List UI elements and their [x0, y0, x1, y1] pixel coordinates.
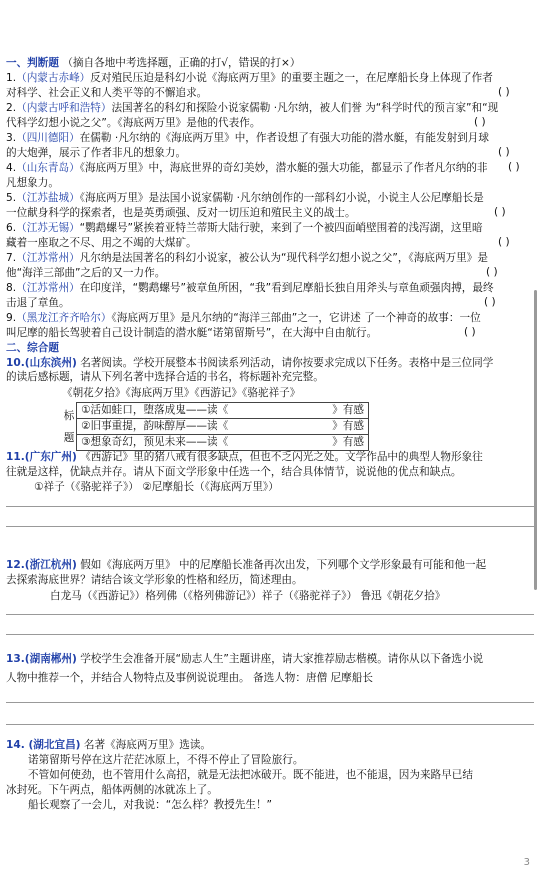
question-number: 7.: [6, 252, 17, 264]
question-item-line2: 的大炮弹，展示了作者非凡的想象力。: [6, 147, 187, 159]
question-item-line1: [6, 161, 488, 176]
section1-title: 一、判断题: [6, 57, 59, 69]
question-number: 1.: [6, 72, 17, 84]
question-item-line2: 代科学幻想小说之父”。《海底两万里》是他的代表作。: [6, 117, 261, 129]
table-head-text: [62, 405, 76, 449]
answer-bracket[interactable]: ( ): [494, 206, 506, 218]
answer-line[interactable]: [6, 634, 534, 635]
q11-line1: 11.(广东广州) 《西游记》里的猪八戒有很多缺点，但也不乏闪光之处。文学作品中的典型人物形象往: [6, 451, 483, 463]
table-row: ①活如蛙口，堕落成鬼——读《 》有感: [77, 403, 369, 419]
answer-bracket[interactable]: ( ): [464, 326, 476, 338]
q11-label: 11.(广东广州): [6, 451, 77, 463]
table-head-char: 题: [63, 431, 75, 444]
question-number: 8.: [6, 282, 17, 294]
question-text: 《海底两万里》是法国小说家儒勒 ·凡尔纳创作的一部科幻小说，小说主人公尼摩船长是: [79, 192, 484, 204]
question-number: 6.: [6, 222, 17, 234]
question-text: 《海底两万里》中，海底世界的奇幻美妙，潜水艇的强大功能，都显示了作者凡尔纳的非: [79, 162, 488, 174]
question-source: （内蒙古呼和浩特）: [16, 102, 112, 114]
q11-line2: 往就是这样，优缺点并存。请从下面文学形象中任选一个，结合具体情节，说说他的优点和缺点。: [6, 466, 462, 478]
q14-paragraph3: 船长观察了一会儿，对我说：“怎么样？教授先生！”: [28, 799, 273, 811]
answer-bracket[interactable]: ( ): [474, 116, 486, 128]
table-row: ③想象奇幻，预见未来——读《 》有感: [77, 435, 369, 451]
q10-label: 10.(山东滨州): [6, 357, 77, 369]
answer-bracket[interactable]: ( ): [498, 86, 510, 98]
question-item-line1: [6, 101, 498, 116]
question-item-line1: [6, 71, 493, 86]
question-text: 在儒勒 ·凡尔纳的《海底两万里》中，作者设想了有强大功能的潜水艇，有能发射到月球: [79, 132, 489, 144]
q10-line1: 10.(山东滨州) 名著阅读。学校开展整本书阅读系列活动，请你按要求完成以下任务。表格中是三位同学: [6, 357, 494, 369]
section2-title: 二、综合题: [6, 342, 59, 354]
question-item-line2: 击退了章鱼。: [6, 297, 70, 309]
question-item-line1: [6, 221, 483, 236]
question-text: 凡尔纳是法国著名的科幻小说家，被公认为“现代科学幻想小说之父”，《海底两万里》是: [79, 252, 488, 264]
q12-line2: 去探索海底世界？请结合该文学形象的性格和经历，简述理由。: [6, 574, 303, 586]
question-item-line1: [6, 251, 488, 266]
q10-title-table: [62, 402, 369, 451]
q13-line2: 人物中推荐一个，并结合人物特点及事例说说理由。 备选人物：唐僧 尼摩船长: [6, 672, 373, 684]
table-row: ②旧事重提，韵味醇厚——读《 》有感: [77, 419, 369, 435]
question-source: （黑龙江齐齐哈尔）: [16, 312, 112, 324]
answer-line[interactable]: [6, 526, 534, 527]
question-text: “鹦鹉螺号”紧挨着亚特兰蒂斯大陆行驶，来到了一个被四面峭壁围着的浅泻湖，这里暗: [79, 222, 483, 234]
table-head: [62, 403, 77, 451]
q12-label: 12.(浙江杭州): [6, 559, 77, 571]
question-text: 法国著名的科幻和探险小说家儒勒 ·凡尔纳，被人们誉 为“科学时代的预言家”和“现: [111, 102, 499, 114]
q13-label: 13.(湖南郴州): [6, 653, 77, 665]
question-item-line2: 藏着一座取之不尽、用之不竭的大煤矿。: [6, 237, 197, 249]
question-item-line1: [6, 131, 489, 146]
q14-paragraph2: 不管如何使劲，也不管用什么高招，就是无法把冰破开。既不能进，也不能退，因为来路早已结: [28, 769, 473, 781]
answer-line[interactable]: [6, 614, 534, 615]
q14-paragraph2-cont: 冰封死。下午两点，船体两侧的冰就冻上了。: [6, 784, 218, 796]
section1-header: [6, 56, 300, 71]
question-item-line2: 他“海洋三部曲”之后的又一力作。: [6, 267, 166, 279]
question-item-line2: 对科学、社会正义和人类平等的不懈追求。: [6, 87, 208, 99]
question-text: 《海底两万里》是凡尔纳的“海洋三部曲”之一，它讲述 了一个神奇的故事：一位: [111, 312, 481, 324]
question-source: （四川德阳）: [16, 132, 80, 144]
q14-line1: 14. (湖北宜昌) 名著《海底两万里》选读。: [6, 739, 212, 751]
answer-line[interactable]: [6, 702, 534, 703]
q12-options: 白龙马（《西游记》）格列佛（《格列佛游记》）祥子（《骆驼祥子》） 鲁迅《朝花夕拾》: [50, 590, 446, 602]
question-number: 2.: [6, 102, 17, 114]
q12-line1: 12.(浙江杭州) 假如《海底两万里》 中的尼摩船长准备再次出发，下列哪个文学形象最有可能和他一起: [6, 559, 487, 571]
question-item-line2: 叫尼摩的船长驾驶着自己设计制造的潜水艇“诺第留斯号”，在大海中自由航行。: [6, 327, 378, 339]
question-item-line1: [6, 281, 494, 296]
question-source: （江苏常州）: [16, 282, 80, 294]
q14-paragraph1: 诺第留斯号停在这片茫茫冰原上，不得不停止了冒险旅行。: [28, 754, 304, 766]
question-source: （江苏无锡）: [16, 222, 80, 234]
answer-bracket[interactable]: ( ): [486, 266, 498, 278]
q10-line2: 的读后感标题，请从下列名著中选择合适的书名，将标题补充完整。: [6, 371, 324, 383]
q11-options: ①祥子（《骆驼祥子》） ②尼摩船长（《海底两万里》）: [34, 481, 279, 493]
question-item-line1: [6, 311, 481, 326]
answer-bracket[interactable]: ( ): [498, 146, 510, 158]
answer-line[interactable]: [6, 724, 534, 725]
question-source: （内蒙古赤峰）: [16, 72, 91, 84]
question-item-line1: [6, 191, 484, 206]
question-number: 4.: [6, 162, 17, 174]
q10-books: 《朝花夕拾》《海底两万里》《西游记》《骆驼祥子》: [62, 387, 301, 399]
scrollbar[interactable]: [534, 290, 537, 590]
answer-bracket[interactable]: ( ): [508, 161, 520, 173]
question-source: （江苏常州）: [16, 252, 80, 264]
table-head-char: 标: [63, 409, 75, 422]
question-number: 9.: [6, 312, 17, 324]
q14-label: 14. (湖北宜昌): [6, 739, 81, 751]
question-number: 5.: [6, 192, 17, 204]
question-source: （山东青岛）: [16, 162, 80, 174]
question-number: 3.: [6, 132, 17, 144]
page-number: 3: [523, 857, 530, 868]
question-text: 反对殖民压迫是科幻小说《海底两万里》的重要主题之一，在尼摩船长身上体现了作者: [90, 72, 493, 84]
answer-bracket[interactable]: ( ): [484, 296, 496, 308]
answer-line[interactable]: [6, 506, 534, 507]
question-item-line2: 凡想象力。: [6, 177, 59, 189]
question-item-line2: 一位献身科学的探索者，也是英勇顽强、反对一切压迫和殖民主义的战士。: [6, 207, 356, 219]
question-text: 在印度洋，“鹦鹉螺号”被章鱼所困，“我”看到尼摩船长独自用斧头与章鱼顽强肉搏，最终: [79, 282, 494, 294]
q13-line1: 13.(湖南郴州) 学校学生会准备开展“励志人生”主题讲座，请大家推荐励志楷模。请你从以下备选小说: [6, 653, 484, 665]
question-source: （江苏盐城）: [16, 192, 80, 204]
section1-instruction: （摘自各地中考选择题，正确的打√，错误的打×）: [62, 57, 301, 69]
answer-bracket[interactable]: ( ): [498, 236, 510, 248]
